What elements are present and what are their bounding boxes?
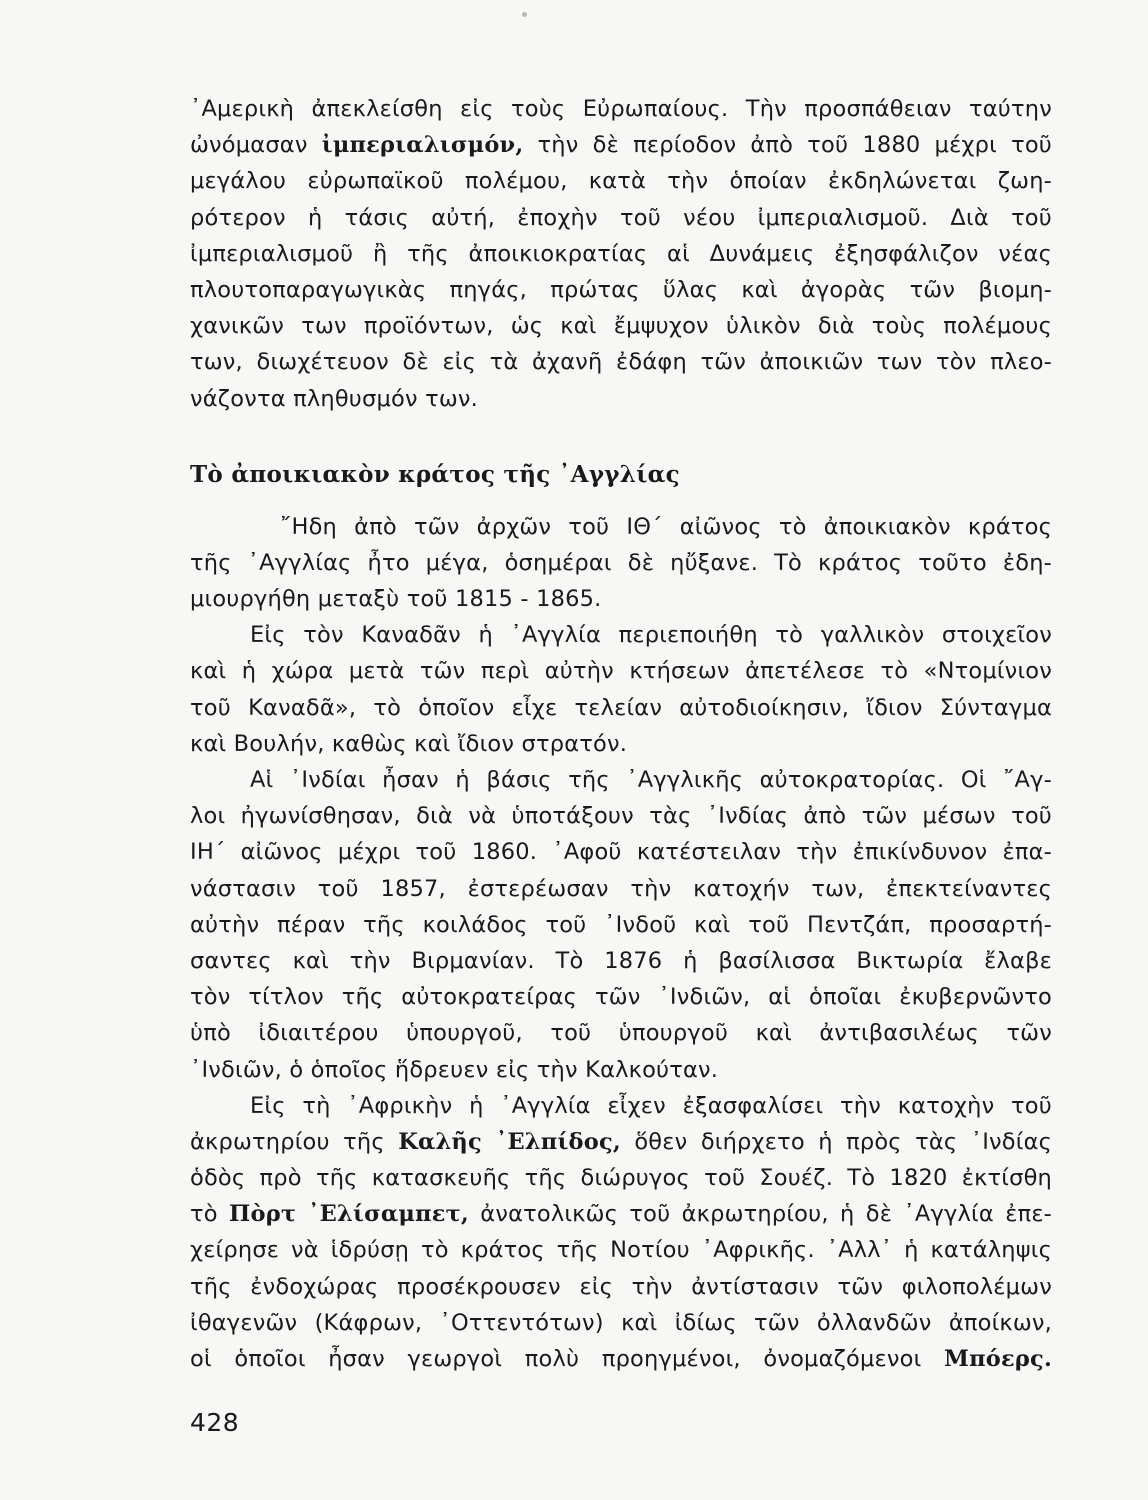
text-line: Εἰς τὸν Καναδᾶν ἡ ᾿Αγγλία περιεποιήθη τὸ γαλλικὸν στοιχεῖον <box>250 622 1052 649</box>
text-line: μιουργήθη μεταξὺ τοῦ 1815 - 1865. <box>190 586 602 613</box>
paragraph-imperialism <box>190 91 1052 417</box>
paragraph-colonial-empire <box>190 509 1052 618</box>
text-line: τοῦ Καναδᾶ», τὸ ὁποῖον εἶχε τελείαν αὐτοδιοίκησιν, ἴδιον Σύνταγμα <box>190 694 1052 721</box>
text-line: χανικῶν των προϊόντων, ὡς καὶ ἔμψυχον ὑλικὸν διὰ τοὺς πολέμους <box>190 313 1052 340</box>
bold-term-good-hope: Καλῆς ᾿Ελπίδος, <box>398 1128 621 1155</box>
text-line: ΙΗ΄ αἰῶνος μέχρι τοῦ 1860. ᾿Αφοῦ κατέστειλαν τὴν ἐπικίνδυνον ἐπα- <box>190 839 1052 866</box>
bold-term-port-elizabeth: Πὸρτ ᾿Ελίσαμπετ, <box>229 1201 469 1228</box>
text-line <box>190 1124 1052 1160</box>
text-line: τῆς ἐνδοχώρας προσέκρουσεν εἰς τὴν ἀντίστασιν τῶν φιλοπολέμων <box>190 1273 1052 1300</box>
text-line: νάζοντα πληθυσμόν των. <box>190 385 478 412</box>
text-line: Αἱ ᾿Ινδίαι ἦσαν ἡ βάσις τῆς ᾿Αγγλικῆς αὐτοκρατορίας. Οἱ ῎Αγ- <box>250 767 1052 793</box>
text-run: τὴν δὲ περίοδον ἀπὸ τοῦ 1880 μέχρι τοῦ <box>537 132 1052 159</box>
text-line: καὶ Βουλήν, καθὼς καὶ ἴδιον στρατόν. <box>190 730 628 757</box>
text-run: ἀνατολικῶς τοῦ ἀκρωτηρίου, ἡ δὲ ᾿Αγγλία ἐπε- <box>480 1201 1052 1228</box>
text-line: τὸν τίτλον τῆς αὐτοκρατείρας τῶν ᾿Ινδιῶν, αἱ ὁποῖαι ἐκυβερνῶντο <box>190 984 1052 1011</box>
text-line: πλουτοπαραγωγικὰς πηγάς, πρώτας ὕλας καὶ ἀγορὰς τῶν βιομη- <box>190 276 1052 303</box>
paragraph-canada <box>190 617 1052 762</box>
section-gap <box>190 417 1052 455</box>
text-line: νάστασιν τοῦ 1857, ἐστερέωσαν τὴν κατοχήν των, ἐπεκτείναντες <box>190 875 1052 902</box>
text-run: οἱ ὁποῖοι ἦσαν γεωργοὶ πολὺ προηγμένοι, ὀνομαζόμενοι <box>190 1346 922 1372</box>
text-run: ἀκρωτηρίου τῆς <box>190 1128 385 1155</box>
text-line <box>190 1196 1052 1232</box>
page-number: 428 <box>190 1408 240 1437</box>
text-line: ῎Ηδη ἀπὸ τῶν ἀρχῶν τοῦ ΙΘ΄ αἰῶνος τὸ ἀποικιακὸν κράτος <box>280 513 1052 540</box>
text-line: ἰθαγενῶν (Κάφρων, ᾿Οττεντότων) καὶ ἰδίως τῶν ὀλλανδῶν ἀποίκων, <box>190 1309 1052 1336</box>
text-line: ᾿Αμερικὴ ἀπεκλείσθη εἰς τοὺς Εὐρωπαίους. Τὴν προσπάθειαν ταύτην <box>190 96 1052 122</box>
page-body <box>190 91 1052 1377</box>
text-line: μεγάλου εὐρωπαϊκοῦ πολέμου, κατὰ τὴν ὁποίαν ἐκδηλώνεται ζωη- <box>190 168 1052 195</box>
text-line: ᾿Ινδιῶν, ὁ ὁποῖος ἥδρευεν εἰς τὴν Καλκούταν. <box>190 1056 719 1083</box>
text-line <box>190 127 1052 163</box>
bold-term-imperialism: ἰμπεριαλισμόν, <box>321 132 524 159</box>
text-run: ὅθεν διήρχετο ἡ πρὸς τὰς ᾿Ινδίας <box>634 1128 1052 1155</box>
section-heading: Τὸ ἀποικιακὸν κράτος τῆς ᾿Αγγλίας <box>190 460 680 488</box>
text-line: ὑπὸ ἰδιαιτέρου ὑπουργοῦ, τοῦ ὑπουργοῦ καὶ ἀντιβασιλέως τῶν <box>190 1020 1052 1047</box>
bold-term-boers: Μπόερς. <box>944 1346 1052 1372</box>
text-run: τὸ <box>190 1201 218 1228</box>
text-line: καὶ ἡ χώρα μετὰ τῶν περὶ αὐτὴν κτήσεων ἀπετέλεσε τὸ «Ντομίνιον <box>190 658 1052 685</box>
text-line: λοι ἠγωνίσθησαν, διὰ νὰ ὑποτάξουν τὰς ᾿Ινδίας ἀπὸ τῶν μέσων τοῦ <box>190 803 1052 830</box>
text-line: τῆς ᾿Αγγλίας ἦτο μέγα, ὁσημέραι δὲ ηὔξανε. Τὸ κράτος τοῦτο ἐδη- <box>190 549 1052 576</box>
text-line: χείρησε νὰ ἱδρύσῃ τὸ κράτος τῆς Νοτίου ᾿Αφρικῆς. ᾿Αλλ᾿ ἡ κατάληψις <box>190 1237 1052 1264</box>
paragraph-india <box>190 762 1052 1088</box>
text-line: Εἰς τὴ ᾿Αφρικὴν ἡ ᾿Αγγλία εἶχεν ἐξασφαλίσει τὴν κατοχὴν τοῦ <box>250 1092 1052 1119</box>
text-line: ἰμπεριαλισμοῦ ἢ τῆς ἀποικιοκρατίας αἱ Δυνάμεις ἐξησφάλιζον νέας <box>190 240 1052 267</box>
paragraph-africa <box>190 1088 1052 1378</box>
text-line: ρότερον ἡ τάσις αὐτή, ἐποχὴν τοῦ νέου ἰμπεριαλισμοῦ. Διὰ τοῦ <box>190 204 1052 231</box>
text-line: σαντες καὶ τὴν Βιρμανίαν. Τὸ 1876 ἡ βασίλισσα Βικτωρία ἔλαβε <box>190 947 1052 974</box>
text-line: των, διωχέτευον δὲ εἰς τὰ ἀχανῆ ἐδάφη τῶν ἀποικιῶν των τὸν πλεο- <box>190 349 1052 376</box>
text-line: ὁδὸς πρὸ τῆς κατασκευῆς τῆς διώρυγος τοῦ Σουέζ. Τὸ 1820 ἐκτίσθη <box>190 1165 1052 1192</box>
text-run: ὠνόμασαν <box>190 132 308 159</box>
page-speck <box>522 12 527 17</box>
text-line <box>190 1341 1052 1377</box>
text-line: αὐτὴν πέραν τῆς κοιλάδος τοῦ ᾿Ινδοῦ καὶ τοῦ Πεντζάπ, προσαρτή- <box>190 911 1052 938</box>
